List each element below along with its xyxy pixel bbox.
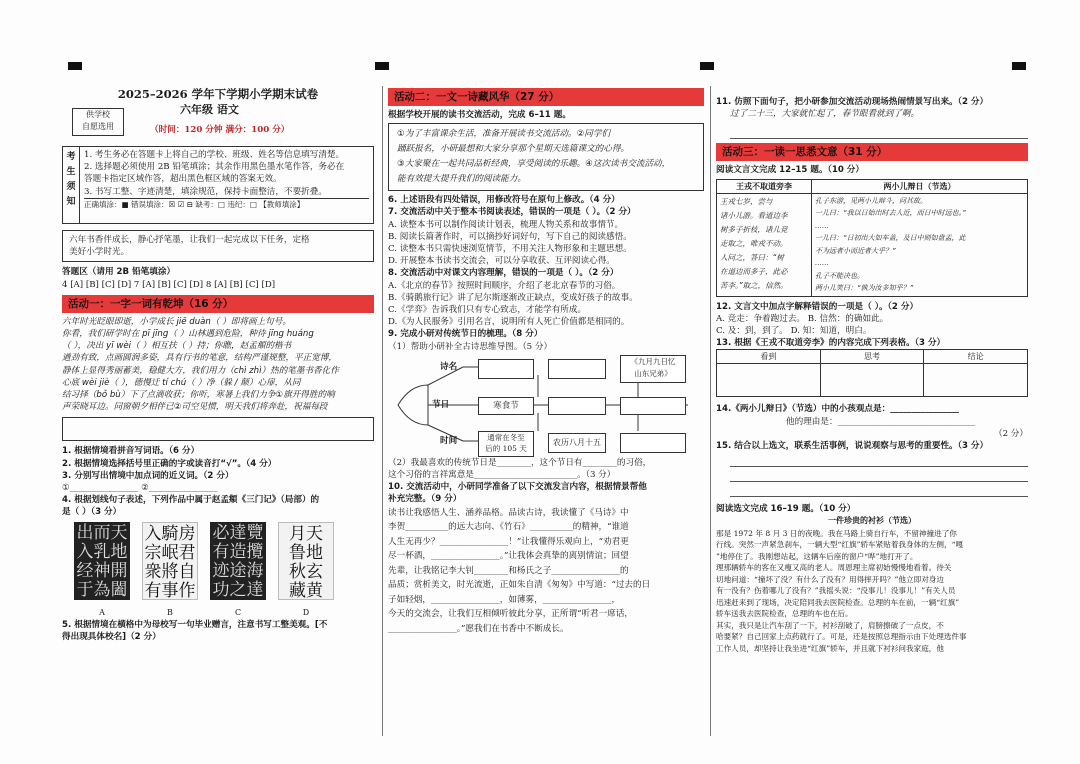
column-divider <box>710 86 711 736</box>
paragraph-line: 踊跃报名，小研最想和大家分享那个星期天选篇课文的心得。 <box>397 144 630 155</box>
passage-line: 声荣晓耳边。同窗朝夕相伴已②司空见惯，明天我们将奔赴，祝福每段 <box>62 402 328 413</box>
q12-options[interactable]: A. 竞走：争着跑过去。 B. 信然：的确如此。 <box>716 313 889 324</box>
passage-line: 六年时光眨眼即逝，小学成长 jiē duàn（ ）即将画上句号。 <box>62 316 291 327</box>
wang-line: 走取之，唯戎不动。 <box>720 238 788 248</box>
q8-option[interactable]: B.《骑鹅旅行记》讲了尼尔斯逐渐改正缺点，变成好孩子的故事。 <box>388 292 638 303</box>
q7-option[interactable]: A. 读整本书可以制作阅读计划表，梳理人物关系和故事情节。 <box>388 219 624 230</box>
poem-blank-1[interactable] <box>478 359 534 379</box>
q13-head-think: 思考 <box>820 350 924 364</box>
speech-line: ________________。”愿我们在书香中不断成长。 <box>388 623 569 634</box>
q8-option[interactable]: A.《北京的春节》按照时间顺序，介绍了老北京春节的习俗。 <box>388 280 621 291</box>
notice-box <box>62 146 374 224</box>
liang-line: …… <box>815 259 829 268</box>
answer-bubbles[interactable]: 4 [A] [B] [C] [D] 7 [A] [B] [C] [D] 8 [A] [B] [C] [D] <box>62 279 276 290</box>
column-3 <box>716 86 1028 736</box>
festival-known: 寒食节 <box>478 397 534 415</box>
question-3-answer-line[interactable]: ①________________ ②________________ <box>62 483 218 494</box>
speech-line: 尽一杯酒，________________。”让我体会真挚的离别情谊；回望 <box>388 551 629 562</box>
question-5: 5. 根据情境在横格中为母校写一句毕业赠言，注意书写工整美观。[不 <box>62 619 328 630</box>
calligraphy-sample-b: 入騎房 宗岷君 衆將自 有事作 <box>142 522 198 600</box>
question-6: 6. 上述语段有四处错误，用修改符号在原句上修改。（4 分） <box>388 195 620 206</box>
corner-mark <box>700 62 714 70</box>
liang-line: 一儿曰：“我以日始出时去人近，而日中时远也。” <box>815 209 966 218</box>
activity-2-intro: 根据学校开展的读书交流活动，完成 6–11 题。 <box>388 110 571 120</box>
answer-line[interactable] <box>730 482 1028 497</box>
mind-map-poem-label: 诗名 <box>440 361 458 372</box>
passage-line: 心底 wèi jiè（ ），德慢迁 tí chú（ ）净（躲 / 颠）心扉，从同 <box>62 377 301 388</box>
q8-option[interactable]: C.《学弈》告诉我们只有专心致志，才能学有所成。 <box>388 305 587 316</box>
wang-line: 树多子折枝，诸儿竞 <box>720 224 788 234</box>
exam-title: 2025–2026 学年下学期小学期末试卷 <box>117 87 319 101</box>
poem-blank-2[interactable] <box>548 359 606 379</box>
question-2: 2. 根据情境选择括号里正确的字或读音打“√”。（4 分） <box>62 458 277 469</box>
sample-label: D <box>302 607 310 617</box>
wang-line: 苦李。”取之，信然。 <box>720 280 788 290</box>
liang-line: …… <box>815 221 829 230</box>
greeting-line: 六年书香伴成长，静心抒笔墨，让我们一起完成以下任务，定格 <box>69 235 310 245</box>
question-7: 7. 交流活动中关于整本书阅读表述，错误的一项是（ ）。（2 分） <box>388 207 636 218</box>
question-9-1: （1）帮助小研补全古诗思维导图。（5 分） <box>388 341 553 352</box>
passage-line: 静体上显得秀丽蓄美，稳健大方，我们用力（chì zhì）热的笔墨书香化作 <box>62 365 339 376</box>
question-12: 12. 文言文中加点字解释错误的一项是（ ）。（2 分） <box>716 301 919 312</box>
question-10: 10. 交流活动中，小研同学准备了以下交流发言内容，根据情景帮他 <box>388 482 647 493</box>
classical-texts-table <box>716 179 1028 297</box>
question-14-reason: 他的理由是：________________________________ <box>786 416 976 427</box>
q13-head-conclude: 结论 <box>924 350 1028 364</box>
liang-line: 两小儿笑曰：“孰为汝多知乎？” <box>815 284 914 293</box>
paragraph-box <box>388 123 704 191</box>
q13-cell[interactable] <box>924 364 1028 397</box>
story-line: 其实，我只是让汽车刮了一下，衬衫刮破了，肩膀擦破了一点皮，不 <box>716 620 944 630</box>
activity-1-header: 活动一：一字一词有乾坤（16 分） <box>62 295 374 313</box>
q12-options[interactable]: C. 及：到，到了。 D. 知：知道，明白。 <box>716 326 872 337</box>
poem-mind-map <box>388 353 704 457</box>
paragraph-line: 能有效提大提升我们的阅读能力。 <box>397 174 526 185</box>
time-known: 通常在冬至 后的 105 天 <box>478 431 534 457</box>
activity-3-header: 活动三：一读一思悉文意（31 分） <box>716 143 1028 161</box>
question-10: 补充完整。（9 分） <box>388 494 462 505</box>
question-4: 4. 根据划线句子表述，下列作品中属于赵孟頫《三门记》（局部）的 <box>62 495 320 506</box>
time-known-2: 农历八月十五 <box>548 433 606 453</box>
q7-option[interactable]: D. 开展整本书读书交流会，可以分享收获、互评阅读心得。 <box>388 256 615 267</box>
liang-line: 孔子东游，见两小儿辩斗，问其故。 <box>815 196 927 205</box>
story-line: 理那辆轿车的客在又瘦又高的老人。周恩理主席初始慢慢地看着。待关 <box>716 563 952 573</box>
answer-line[interactable] <box>730 452 1028 467</box>
calligraphy-sample-a: 出而天 入乳地 经神開 于為闔 <box>74 522 130 600</box>
story-line: 轿车送我去医院检查，总理的车也在后。 <box>716 609 853 619</box>
wang-line: 王戎七岁，尝与 <box>720 196 773 206</box>
question-15: 15. 结合以上选文，联系生活事例，说说观察与思考的重要性。（3 分） <box>716 441 989 452</box>
calligraphy-sample-c: 必達覽 有造攬 迹途海 功之達 <box>210 522 266 600</box>
story-title: 一件珍贵的衬衫（节选） <box>828 516 916 526</box>
story-line: 有一没有？伤着哪儿了没有？”我摇头说：“没事儿！没事儿！”有关人员 <box>716 586 956 596</box>
speech-line: 先辈，让我铭记李大钊________和杨氏之子________________的 <box>388 565 629 576</box>
grade-subject: 六年级 语文 <box>180 104 239 116</box>
speech-line: 子如轻烟，________________，如薄雾，________________， <box>388 594 621 605</box>
speech-line: 今天的交流会，让我们互相倾听彼此分享，正所谓“听君一席话， <box>388 609 634 620</box>
answer-line[interactable] <box>730 124 1028 139</box>
reading-2-intro: 阅读选文完成 16–19 题。（10 分） <box>716 504 856 515</box>
liang-line: 一儿曰：“日初出大如车盖，及日中则如盘盂，此 <box>815 234 966 243</box>
notice-line: 1. 考生务必在答题卡上将自己的学校、班级、姓名等信息填写清楚。 <box>84 150 345 160</box>
farewell-writing-box[interactable] <box>62 417 374 441</box>
answer-line[interactable] <box>730 467 1028 482</box>
question-8: 8. 交流活动中对课文内容理解，错误的一项是（ ）。（2 分） <box>388 268 619 279</box>
question-14-score: （2 分） <box>994 428 1028 439</box>
corner-mark <box>375 62 389 70</box>
column-1 <box>62 86 374 736</box>
sample-label: A <box>99 607 105 617</box>
sample-label: B <box>167 607 173 617</box>
poem-known: 《九月九日忆 山东兄弟》 <box>620 355 686 383</box>
question-3: 3. 分别写出情境中加点词的近义词。（2 分） <box>62 470 234 481</box>
story-line: 工作人员，却坚持让我坐进“红旗”轿车，并且就下衬衫问我家庭，他 <box>716 643 944 653</box>
question-9: 9. 完成小研对传统节日的梳理。（8 分） <box>388 329 543 340</box>
answer-area-label: 答题区（请用 2B 铅笔填涂） <box>62 267 176 278</box>
question-5: 得出现具体校名]（2 分） <box>62 631 161 642</box>
time-blank[interactable] <box>620 433 686 453</box>
corner-mark <box>1012 62 1026 70</box>
column-2 <box>388 86 704 736</box>
mind-map-time-label: 时间 <box>440 435 458 446</box>
activity-2-header: 活动二：一文一诗藏风华（27 分） <box>388 88 704 106</box>
paragraph-line: ③大家聚在一起共同品析经典，享受阅读的乐趣。④这次读书交流活动， <box>397 159 671 170</box>
story-line: 行线。突然一声紧急刹车，一辆大型“红旗”轿车紧贴着我身体的左侧，“嘎 <box>716 540 964 550</box>
school-stamp: 供学校 自愿选用 <box>72 108 124 136</box>
story-line: 切地问道：“撞坏了没？有什么了没有？用得摔开吗？”他立即对身边 <box>716 574 944 584</box>
notice-line: 答题卡指定区域作答，超出黑色框区域的答案无效。 <box>84 174 282 185</box>
wang-line: 诸小儿游。看道边李 <box>720 210 788 220</box>
notice-line: 2. 选择题必须使用 2B 铅笔填涂；其余作用黑色墨水笔作答，务必在 <box>84 162 345 173</box>
corner-mark <box>68 62 82 70</box>
reading-1-intro: 阅读文言文完成 12–15 题。（10 分） <box>716 165 864 176</box>
passage-line: 结习择（bǒ bù）下了点滴收获；你听，寒暑上我们力争①旗开得胜的响 <box>62 390 335 401</box>
sample-label: C <box>234 607 242 617</box>
greeting-box <box>62 230 374 262</box>
liang-title: 两小儿辩日（节选） <box>812 179 1028 193</box>
column-divider <box>382 86 383 736</box>
question-1: 1. 根据情境看拼音写词语。（6 分） <box>62 446 200 457</box>
wang-line: 在道边而多子，此必 <box>720 266 788 276</box>
speech-line: 李贺__________的远大志向、《竹石》__________的精神，“谁道 <box>388 522 629 533</box>
time-score: （时间：120 分钟 满分：100 分） <box>150 125 290 135</box>
q7-option[interactable]: B. 阅读长篇著作时，可以摘抄好词好句，写下自己的阅读感悟。 <box>388 231 632 242</box>
festival-blank-2[interactable] <box>620 397 686 415</box>
question-9-2: （2）我最喜欢的传统节日是________，这个节日有________的习俗， <box>388 457 652 468</box>
question-11: 11. 仿照下面句子，把小研参加交流活动现场热闹情景写出来。（2 分） <box>716 97 989 107</box>
q13-cell[interactable] <box>820 364 924 397</box>
festival-blank-1[interactable] <box>548 397 606 415</box>
paragraph-line: ①为了丰富课余生活，准备开展读书交流活动。②同学们 <box>397 129 611 140</box>
greeting-line: 美好小学时光。 <box>69 247 130 258</box>
q13-table <box>716 349 1028 397</box>
question-4: 是（ ）（3 分） <box>62 507 122 518</box>
calligraphy-sample-d: 月天 鲁地 秋玄 藏黄 <box>278 522 334 600</box>
passage-line: （ ），决出 yī wèi（ ）相互扶（ ）持；你瞧，赵孟頫的楷书 <box>62 341 292 352</box>
notice-line: 3. 书写工整、字迹清楚，填涂规范，保持卡面整洁，不要折叠。 <box>84 186 327 197</box>
speech-line: 读书让我感悟人生、涵养品格。品读古诗，我读懂了《马诗》中 <box>388 507 629 518</box>
question-9-2: 这个习俗的言祥寓意是________________________。（3 分） <box>388 470 616 481</box>
notice-label: 考生须知 <box>63 147 80 223</box>
q13-head-see: 看到 <box>717 350 821 364</box>
mind-map-festival-label: 节日 <box>432 399 450 410</box>
story-line: ”地停住了。我刚想站起，这辆车后座的窗户“哗”地打开了。 <box>716 551 918 561</box>
speech-line: 人生无再少？________________！”让我懂得乐观向上，“劝君更 <box>388 536 629 547</box>
fill-row: 正确填涂：■ 错误填涂：☒ ☑ ⊟ 缺考：□ 违纪：□ 【教师填涂】 <box>84 198 369 211</box>
q7-option[interactable]: C. 读整本书只需快速浏览情节，不用关注人物形象和主题思想。 <box>388 244 632 255</box>
passage-line: 你看，我们研学时在 pī jīng（ ）山林遇到危险，种待 jīng huáng <box>62 329 314 340</box>
speech-line: 品质；赏析美文，时光流逝，正如朱自清《匆匆》中写道：“过去的日 <box>388 580 651 591</box>
liang-line: 孔子不能决也。 <box>815 271 864 280</box>
story-line: 那是 1972 年 8 月 3 日的夜晚。我在马路上骑自行车，不留神撞进了你 <box>716 528 957 538</box>
liang-line: 不为远者小而近者大乎？” <box>815 246 896 255</box>
passage-line: 遒劲有致，点画圆润多姿，具有行书的笔意，结构严谨规整，平正宽博， <box>62 353 338 364</box>
question-11-example: 过了二十三，大家就忙起了，春节眼看就到了啊。 <box>730 109 920 120</box>
q8-option[interactable]: D.《为人民服务》引用名言，说明所有人死亡价值都是相同的。 <box>388 317 630 328</box>
question-13: 13. 根据《王戎不取道旁李》的内容完成下列表格。（3 分） <box>716 338 946 349</box>
question-14: 14.《两小儿辩日》（节选）中的小孩观点是：________________ <box>716 404 959 415</box>
wang-title: 王戎不取道旁李 <box>717 179 812 193</box>
story-line: 哈要紧？自己回家上点药就行了。可是，还是按照总理指示由下处理选件事 <box>716 632 967 642</box>
q13-cell[interactable] <box>717 364 821 397</box>
story-line: 迅速赶来到了现场，决定陪同我去医院检查。总理的车在前，一辆“红旗” <box>716 597 960 607</box>
wang-line: 人问之，答曰：“树 <box>720 252 784 262</box>
